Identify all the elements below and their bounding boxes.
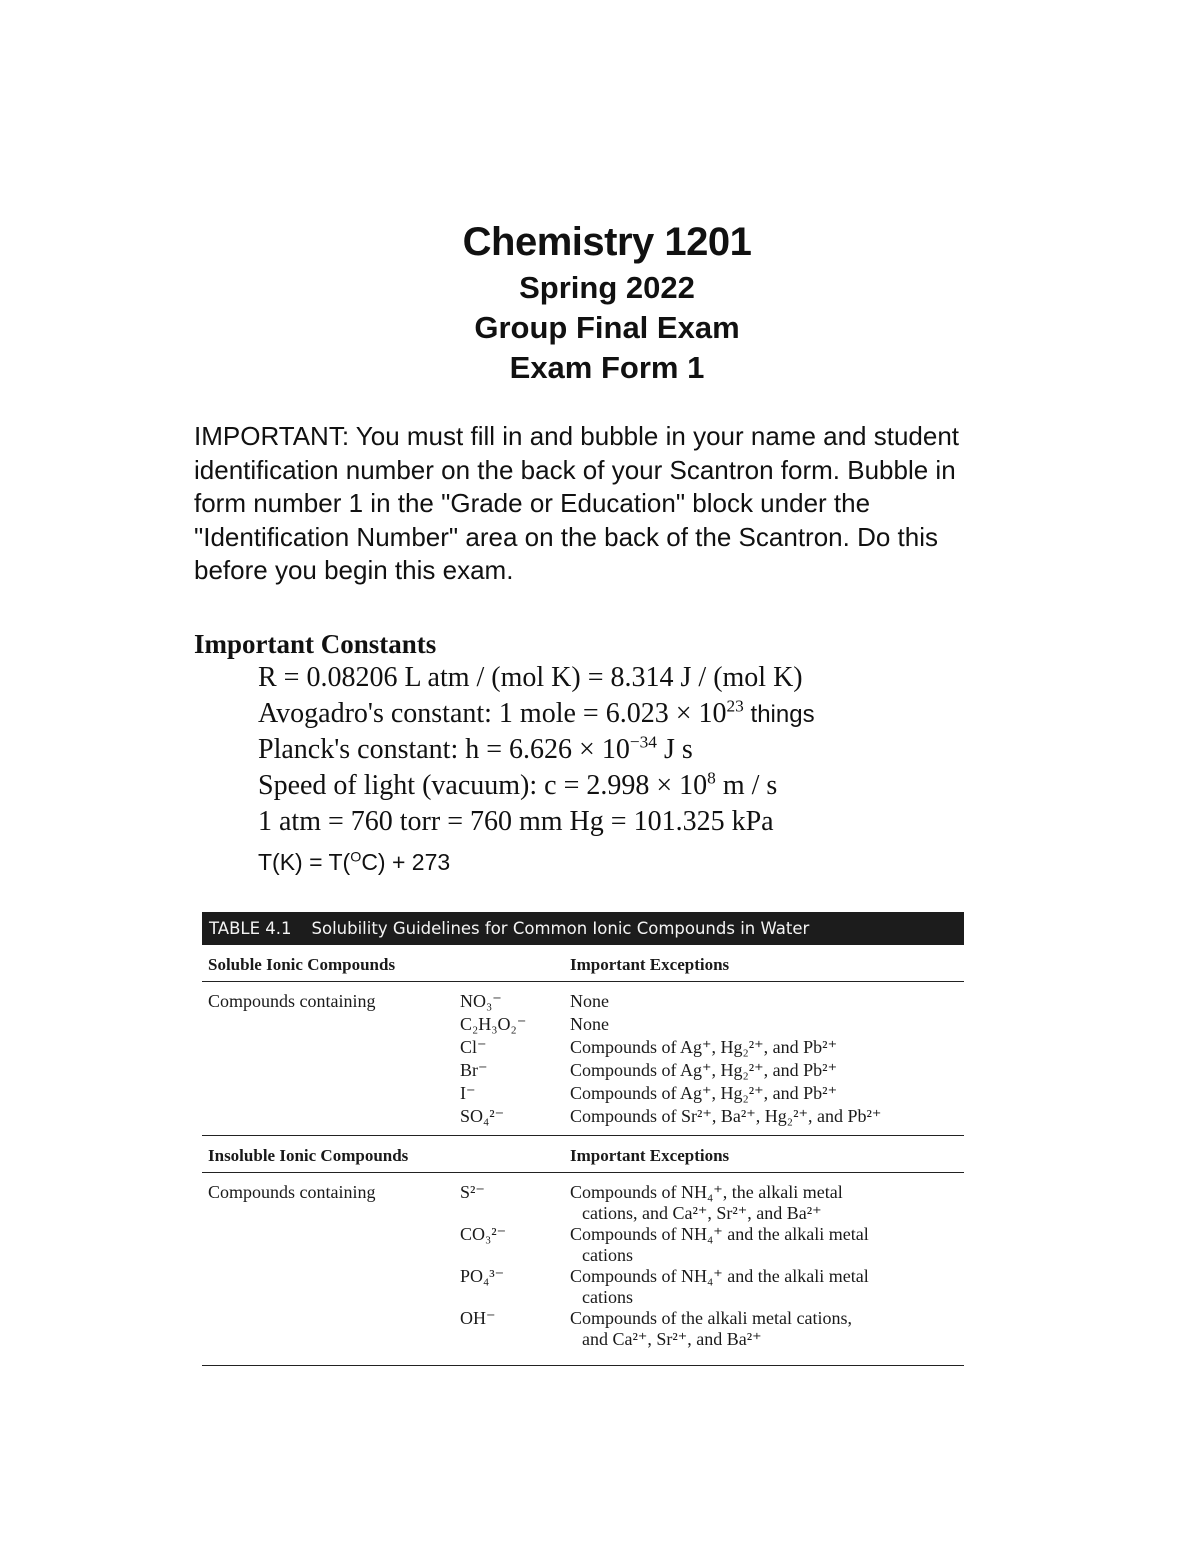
insoluble-label: Compounds containing [208, 1182, 376, 1202]
instructions [194, 420, 974, 588]
constants-list [258, 660, 958, 884]
table-code: TABLE 4.1 [209, 919, 292, 938]
ion-nitrate: NO₃⁻ [460, 991, 502, 1011]
table-title: Solubility Guidelines for Common Ionic Compounds in Water [311, 919, 810, 938]
exception-sulfide-line2: cations, and Ca²⁺, Sr²⁺, and Ba²⁺ [582, 1203, 822, 1223]
soluble-exceptions-heading: Important Exceptions [570, 955, 730, 974]
ion-phosphate: PO₄³⁻ [460, 1266, 505, 1286]
ion-sulfide: S²⁻ [460, 1182, 485, 1202]
exam-title-block [0, 216, 1200, 388]
soluble-label: Compounds containing [208, 991, 376, 1011]
speed-of-light: Speed of light (vacuum): $c = 2.998 \times 10^8$ m / s [258, 768, 778, 801]
soluble-header [202, 945, 964, 982]
ion-sulfate: SO₄²⁻ [460, 1106, 505, 1126]
ion-chloride: Cl⁻ [460, 1037, 487, 1057]
insoluble-header [202, 1136, 964, 1173]
exception-phosphate-line2: cations [582, 1287, 633, 1307]
table-title-bar [202, 912, 964, 945]
soluble-body [202, 982, 964, 1136]
constants-heading: Important Constants [194, 629, 437, 659]
exception-phosphate-line1: Compounds of NH₄⁺ and the alkali metal [570, 1266, 869, 1286]
exam-form: Exam Form 1 [509, 350, 705, 385]
exception-nitrate: None [570, 991, 609, 1011]
exception-bromide: Compounds of Ag⁺, Hg₂²⁺, and Pb²⁺ [570, 1060, 838, 1080]
exception-carbonate-line2: cations [582, 1245, 633, 1265]
insoluble-exceptions-heading: Important Exceptions [570, 1146, 730, 1165]
ion-iodide: I⁻ [460, 1083, 476, 1103]
exception-hydroxide-line2: and Ca²⁺, Sr²⁺, and Ba²⁺ [582, 1329, 762, 1349]
exam-term: Spring 2022 [519, 270, 695, 305]
ion-acetate: C₂H₃O₂⁻ [460, 1014, 527, 1034]
ion-carbonate: CO₃²⁻ [460, 1224, 507, 1244]
ion-hydroxide: OH⁻ [460, 1308, 496, 1328]
exception-acetate: None [570, 1014, 609, 1034]
pressure-conversion: 1 atm = 760 torr = 760 mm Hg = 101.325 kPa [258, 806, 774, 837]
avogadro-constant: Avogadro's constant: 1 mole = $6.023 \times 10^{23}$ things [258, 696, 815, 729]
gas-constant: R = 0.08206 L atm / (mol K) = 8.314 J / (mol K) [258, 662, 803, 693]
exam-type: Group Final Exam [474, 310, 740, 345]
instructions-text: IMPORTANT: You must fill in and bubble in your name and student identification number on the back of your Scantron form. Bubble in form number 1 in the "Grade or Education" block under the "Identification Number" area on the back of the Scantron. Do this before you begin this exam. [194, 421, 960, 585]
exception-sulfate: Compounds of Sr²⁺, Ba²⁺, Hg₂²⁺, and Pb²⁺ [570, 1106, 882, 1126]
solubility-table [202, 912, 964, 1366]
exception-carbonate-line1: Compounds of NH₄⁺ and the alkali metal [570, 1224, 869, 1244]
insoluble-body [202, 1173, 964, 1366]
course-title: Chemistry 1201 [462, 220, 752, 264]
planck-constant: Planck's constant: $h = 6.626 \times 10^{-34}$ J s [258, 732, 693, 765]
insoluble-heading: Insoluble Ionic Compounds [208, 1146, 409, 1165]
exception-hydroxide-line1: Compounds of the alkali metal cations, [570, 1308, 852, 1328]
exception-sulfide-line1: Compounds of NH₄⁺, the alkali metal [570, 1182, 843, 1202]
temperature-conversion: T(K) = T($^O$C) + 273 [258, 849, 451, 875]
exception-iodide: Compounds of Ag⁺, Hg₂²⁺, and Pb²⁺ [570, 1083, 838, 1103]
exception-chloride: Compounds of Ag⁺, Hg₂²⁺, and Pb²⁺ [570, 1037, 838, 1057]
soluble-heading: Soluble Ionic Compounds [208, 955, 396, 974]
ion-bromide: Br⁻ [460, 1060, 488, 1080]
